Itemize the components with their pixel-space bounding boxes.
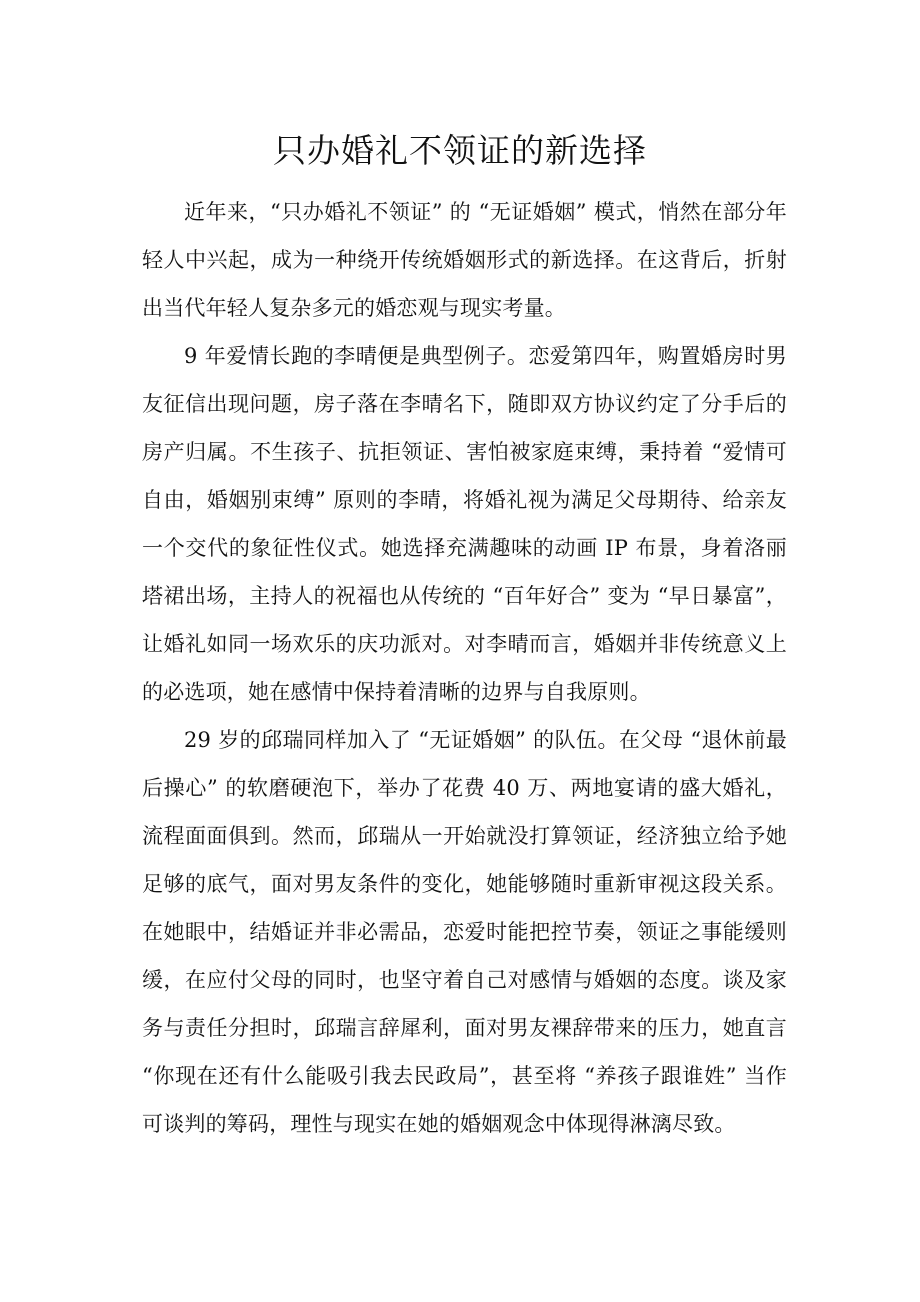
document-body: [142, 188, 787, 1148]
paragraph-li-qing: 9 年爱情长跑的李晴便是典型例子。恋爱第四年，购置婚房时男友征信出现问题，房子落在李晴名下，随即双方协议约定了分手后的房产归属。不生孩子、抗拒领证、害怕被家庭束缚，秉持着 “爱情可自由，婚姻别束缚” 原则的李晴，将婚礼视为满足父母期待、给亲友一个交代的象征性仪式。她选择充满趣味的动画 IP 布景，身着洛丽塔裙出场，主持人的祝福也从传统的 “百年好合” 变为 “早日暴富”，让婚礼如同一场欢乐的庆功派对。对李晴而言，婚姻并非传统意义上的必选项，她在感情中保持着清晰的边界与自我原则。: [142, 344, 787, 704]
paragraph-qiu-rui: 29 岁的邱瑞同样加入了 “无证婚姻” 的队伍。在父母 “退休前最后操心” 的软磨硬泡下，举办了花费 40 万、两地宴请的盛大婚礼，流程面面俱到。然而，邱瑞从一开始就没打算领证，经济独立给予她足够的底气，面对男友条件的变化，她能够随时重新审视这段关系。在她眼中，结婚证并非必需品，恋爱时能把控节奏，领证之事能缓则缓，在应付父母的同时，也坚守着自己对感情与婚姻的态度。谈及家务与责任分担时，邱瑞言辞犀利，面对男友裸辞带来的压力，她直言 “你现在还有什么能吸引我去民政局”，甚至将 “养孩子跟谁姓” 当作可谈判的筹码，理性与现实在她的婚姻观念中体现得淋漓尽致。: [142, 728, 787, 1136]
document-title: 只办婚礼不领证的新选择: [273, 131, 647, 170]
paragraph-intro: 近年来，“只办婚礼不领证” 的 “无证婚姻” 模式，悄然在部分年轻人中兴起，成为一种绕开传统婚姻形式的新选择。在这背后，折射出当代年轻人复杂多元的婚恋观与现实考量。: [142, 200, 787, 320]
